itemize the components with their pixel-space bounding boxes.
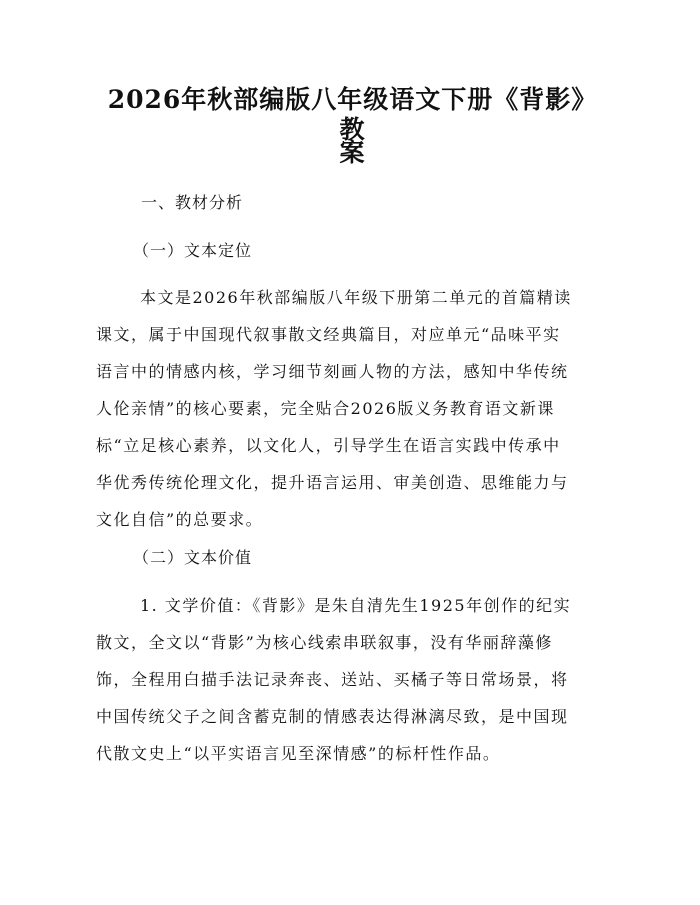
- paragraph-line: 人伦亲情”的核心要素，完全贴合2026版义务教育语文新课: [96, 399, 555, 418]
- paragraph-text-value: [96, 596, 616, 771]
- paragraph-line: 饰，全程用白描手法记录奔丧、送站、买橘子等日常场景，将: [96, 670, 569, 689]
- subsection-heading-1: （一）文本定位: [133, 241, 253, 260]
- paragraph-text-positioning: [96, 288, 616, 533]
- paragraph-line: 文化自信”的总要求。: [96, 510, 264, 529]
- paragraph-line: 代散文史上“以平实语言见至深情感”的标杆性作品。: [96, 744, 501, 763]
- section-heading-1: 一、教材分析: [141, 193, 244, 212]
- paragraph-line: 华优秀传统伦理文化，提升语言运用、审美创造、思维能力与: [96, 473, 569, 492]
- document-title-line-2: 案: [339, 138, 366, 167]
- paragraph-line: 本文是2026年秋部编版八年级下册第二单元的首篇精读: [140, 288, 572, 307]
- paragraph-line: 语言中的情感内核，学习细节刻画人物的方法，感知中华传统: [96, 362, 569, 381]
- paragraph-line: 1. 文学价值：《背影》是朱自清先生1925年创作的纪实: [140, 596, 572, 615]
- paragraph-line: 散文，全文以“背影”为核心线索串联叙事，没有华丽辞藻修: [96, 633, 553, 652]
- paragraph-line: 课文，属于中国现代叙事散文经典篇目，对应单元“品味平实: [96, 325, 561, 344]
- paragraph-line: 标“立足核心素养，以文化人，引导学生在语言实践中传承中: [96, 436, 561, 455]
- paragraph-line: 中国传统父子之间含蓄克制的情感表达得淋漓尽致，是中国现: [96, 707, 569, 726]
- document-title-line-1: 2026年秋部编版八年级语文下册《背影》教: [107, 85, 598, 144]
- subsection-heading-2: （二）文本价值: [133, 548, 253, 567]
